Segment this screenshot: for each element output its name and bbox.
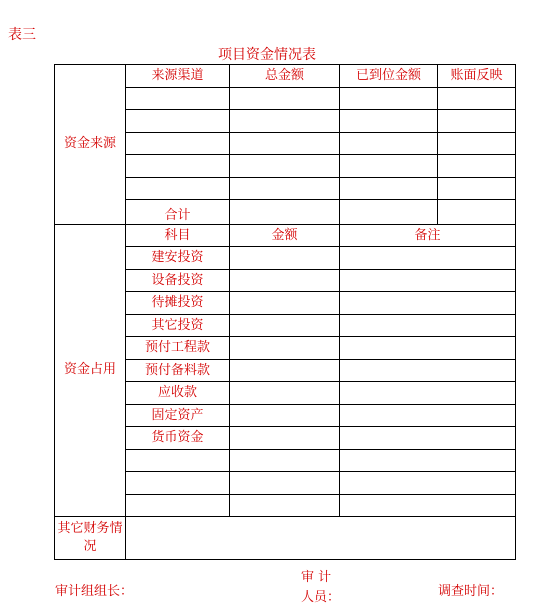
usage-remarks-cell: [340, 314, 516, 337]
usage-section-label: 资金占用: [55, 224, 126, 517]
source-cell: [126, 177, 230, 200]
source-cell: [340, 155, 438, 178]
table-title: 项目资金情况表: [218, 47, 316, 63]
usage-subject: [126, 449, 230, 472]
source-header-received-amount: 已到位金额: [340, 65, 438, 88]
source-cell: [126, 155, 230, 178]
usage-remarks-cell: [340, 269, 516, 292]
fund-table-body: [55, 65, 516, 560]
source-cell: [438, 177, 516, 200]
source-cell: [230, 132, 340, 155]
usage-amount-cell: [230, 494, 340, 517]
usage-header-amount: 金额: [230, 224, 340, 247]
usage-subject: 预付备料款: [126, 359, 230, 382]
usage-subject: 货币资金: [126, 427, 230, 450]
usage-amount-cell: [230, 314, 340, 337]
source-cell: [340, 200, 438, 225]
source-cell: [126, 110, 230, 133]
usage-remarks-cell: [340, 337, 516, 360]
usage-amount-cell: [230, 337, 340, 360]
footer-auditor: 审 计 人员：: [301, 570, 341, 605]
source-cell: [340, 87, 438, 110]
usage-remarks-cell: [340, 472, 516, 495]
source-cell: [230, 155, 340, 178]
usage-subject: 设备投资: [126, 269, 230, 292]
source-cell: [340, 132, 438, 155]
usage-header-subject: 科目: [126, 224, 230, 247]
usage-amount-cell: [230, 404, 340, 427]
source-cell: [438, 87, 516, 110]
source-cell: [230, 110, 340, 133]
usage-amount-cell: [230, 247, 340, 270]
usage-amount-cell: [230, 269, 340, 292]
usage-remarks-cell: [340, 359, 516, 382]
source-cell: [340, 110, 438, 133]
usage-subject: 应收款: [126, 382, 230, 405]
usage-remarks-cell: [340, 449, 516, 472]
usage-header-remarks: 备注: [340, 224, 516, 247]
usage-amount-cell: [230, 427, 340, 450]
source-header-book-record: 账面反映: [438, 65, 516, 88]
usage-amount-cell: [230, 359, 340, 382]
usage-amount-cell: [230, 382, 340, 405]
source-cell: [126, 132, 230, 155]
usage-subject: 其它投资: [126, 314, 230, 337]
source-cell: [438, 200, 516, 225]
source-header-row: [55, 65, 516, 88]
source-cell: [340, 177, 438, 200]
usage-subject: 固定资产: [126, 404, 230, 427]
document-label: 表三: [8, 27, 36, 43]
usage-amount-cell: [230, 472, 340, 495]
usage-subject: 待摊投资: [126, 292, 230, 315]
usage-remarks-cell: [340, 494, 516, 517]
source-header-channel: 来源渠道: [126, 65, 230, 88]
usage-remarks-cell: [340, 427, 516, 450]
fund-table: [54, 64, 516, 560]
usage-header-row: [55, 224, 516, 247]
source-cell: [126, 87, 230, 110]
source-total-label: 合计: [126, 200, 230, 225]
source-cell: [438, 155, 516, 178]
footer-survey-time: 调查时间：: [438, 584, 504, 599]
source-header-total-amount: 总金额: [230, 65, 340, 88]
other-finance-cell: [126, 517, 516, 560]
source-cell: [230, 87, 340, 110]
other-finance-label: 其它财务情况: [55, 517, 126, 560]
usage-amount-cell: [230, 449, 340, 472]
usage-subject: 建安投资: [126, 247, 230, 270]
footer-team-leader: 审计组组长：: [55, 584, 134, 599]
other-finance-row: [55, 517, 516, 560]
source-cell: [438, 110, 516, 133]
usage-remarks-cell: [340, 382, 516, 405]
usage-amount-cell: [230, 292, 340, 315]
usage-remarks-cell: [340, 292, 516, 315]
source-section-label: 资金来源: [55, 65, 126, 225]
usage-remarks-cell: [340, 247, 516, 270]
usage-subject: [126, 494, 230, 517]
usage-subject: 预付工程款: [126, 337, 230, 360]
source-cell: [438, 132, 516, 155]
usage-subject: [126, 472, 230, 495]
source-cell: [230, 200, 340, 225]
source-cell: [230, 177, 340, 200]
usage-remarks-cell: [340, 404, 516, 427]
